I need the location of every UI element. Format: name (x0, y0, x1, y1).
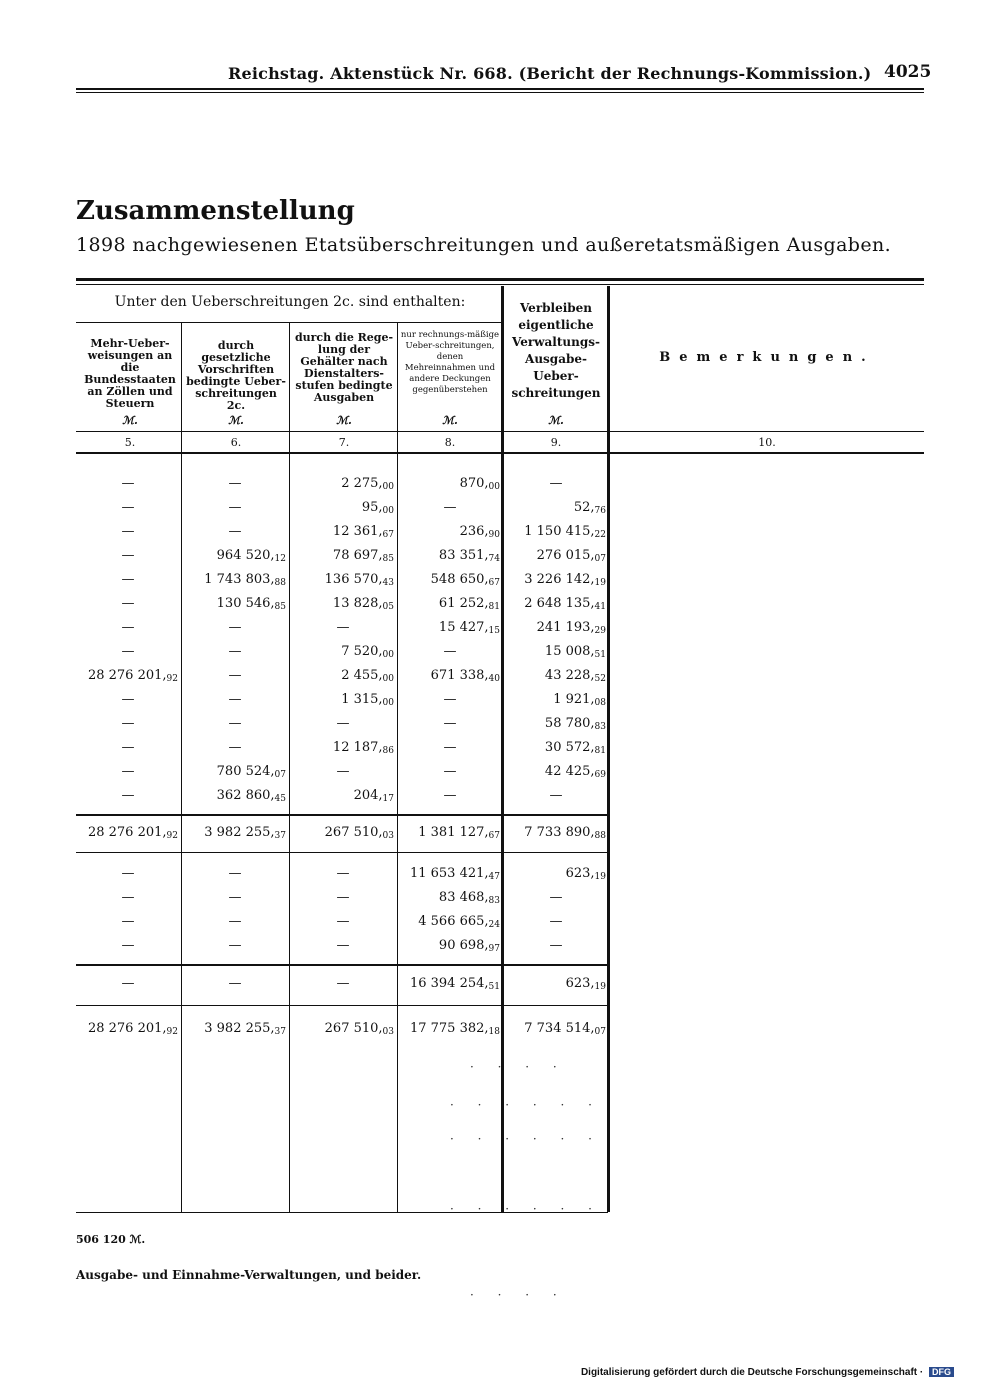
total-row-cell: 267 $510,_{03}$ (324, 1021, 394, 1037)
dot-leader: · · · · (470, 1060, 567, 1074)
table-row-cell: 15 $427,_{15}$ (438, 620, 500, 636)
table-row-cell: $204,_{17}$ (353, 788, 394, 804)
header-rule (76, 88, 924, 90)
col-header-10: Bemerkungen. (659, 350, 875, 365)
table-row-cell: — (336, 890, 350, 905)
table-row-cell: 136 $570,_{43}$ (324, 572, 394, 588)
table-row-cell: — (443, 740, 457, 755)
dot-leader: · · · · · · (450, 1098, 602, 1112)
table-row-cell: — (549, 914, 563, 929)
table-row-cell: — (121, 692, 135, 707)
table-row-cell: 43 $228,_{52}$ (544, 668, 606, 684)
table-row-cell: 2 $455,_{00}$ (341, 668, 394, 684)
col-number: 10. (758, 436, 776, 449)
table-row-cell: — (228, 668, 242, 683)
table-row-cell: 548 $650,_{67}$ (430, 572, 500, 588)
subtotal-rule (76, 1005, 608, 1006)
table-row-cell: — (228, 938, 242, 953)
table-row-cell: 4 566 $665,_{24}$ (418, 914, 500, 930)
table-row-cell: — (443, 788, 457, 803)
subtotal-row-cell: — (336, 976, 350, 991)
table-row-cell: — (121, 866, 135, 881)
col-divider (289, 322, 290, 1212)
table-row-cell: — (121, 788, 135, 803)
table-row-cell: 1 $315,_{00}$ (341, 692, 394, 708)
table-row-cell: — (228, 476, 242, 491)
table-row-cell: 2 $275,_{00}$ (341, 476, 394, 492)
unit-label: ℳ. (228, 414, 244, 427)
table-row-cell: — (121, 890, 135, 905)
table-row-cell: — (228, 866, 242, 881)
table-row-cell: 78 $697,_{85}$ (332, 548, 394, 564)
table-row-cell: — (121, 620, 135, 635)
table-row-cell: — (336, 620, 350, 635)
table-row-cell: $870,_{00}$ (459, 476, 500, 492)
dot-leader: · · · · · · (450, 1132, 602, 1146)
table-row-cell: 1 $921,_{08}$ (553, 692, 606, 708)
table-row-cell: 362 $860,_{45}$ (216, 788, 286, 804)
total-row-cell: 3 982 $255,_{37}$ (204, 1021, 286, 1037)
unit-label: ℳ. (122, 414, 138, 427)
table-row-cell: — (549, 476, 563, 491)
table-row-cell: — (228, 740, 242, 755)
table-row-cell: — (443, 764, 457, 779)
page-subtitle: 1898 nachgewiesenen Etatsüberschreitungen und außeretatsmäßigen Ausgaben. (76, 234, 892, 256)
dot-leader: · · · · (470, 1288, 567, 1302)
dfg-logo: DFG (929, 1367, 954, 1377)
subtotal-row-cell: 28 276 $201,_{92}$ (87, 825, 178, 841)
table-row-cell: 11 653 $421,_{47}$ (409, 866, 500, 882)
table-row-cell: — (443, 500, 457, 515)
col-divider (397, 322, 398, 1212)
table-row-cell: 83 $351,_{74}$ (438, 548, 500, 564)
table-row-cell: — (121, 596, 135, 611)
table-row-cell: 42 $425,_{69}$ (544, 764, 606, 780)
table-row-cell: — (549, 788, 563, 803)
subtotal-row-cell: 16 394 $254,_{51}$ (409, 976, 500, 992)
table-row-cell: — (443, 692, 457, 707)
table-row-cell: $52,_{76}$ (573, 500, 606, 516)
table-row-cell: — (336, 764, 350, 779)
table-row-cell: — (443, 716, 457, 731)
col-number: 8. (444, 436, 456, 449)
table-row-cell: — (443, 644, 457, 659)
subtotal-rule (76, 814, 608, 816)
table-row-cell: 2 648 $135,_{41}$ (524, 596, 606, 612)
table-row-cell: 28 276 $201,_{92}$ (87, 668, 178, 684)
footnote: 506 120 ℳ. (76, 1233, 146, 1246)
table-row-cell: — (121, 644, 135, 659)
col-header-9: Verbleiben eigentliche Verwaltungs-Ausgabe-Ueber-schreitungen (511, 301, 601, 400)
table-row-cell: 15 $008,_{51}$ (544, 644, 606, 660)
units-rule (76, 431, 924, 432)
table-row-cell: — (228, 914, 242, 929)
col-number: 7. (338, 436, 350, 449)
table-row-cell: 83 $468,_{83}$ (438, 890, 500, 906)
table-row-cell: 964 $520,_{12}$ (216, 548, 286, 564)
table-row-cell: — (121, 548, 135, 563)
unit-label: ℳ. (336, 414, 352, 427)
table-row-cell: 7 $520,_{00}$ (341, 644, 394, 660)
table-row-cell: — (336, 866, 350, 881)
page-number: 4025 (884, 62, 932, 82)
table-row-cell: — (121, 524, 135, 539)
table-row-cell: 12 $187,_{86}$ (332, 740, 394, 756)
group-header: Unter den Ueberschreitungen 2c. sind enthalten: (114, 294, 466, 310)
page-title: Zusammenstellung (76, 196, 355, 226)
table-row-cell: — (228, 620, 242, 635)
table-row-cell: — (336, 914, 350, 929)
subtotal-row-cell: 1 381 $127,_{67}$ (418, 825, 500, 841)
table-row-cell: 3 226 $142,_{19}$ (524, 572, 606, 588)
table-row-cell: — (121, 938, 135, 953)
table-row-cell: 241 $193,_{29}$ (536, 620, 606, 636)
col-header-6: durch gesetzliche Vorschriften bedingte Ueber-schreitungen 2c. (186, 339, 286, 412)
table-row-cell: $95,_{00}$ (361, 500, 394, 516)
col-divider (607, 286, 610, 1212)
footnote: Ausgabe- und Einnahme-Verwaltungen, und beider. (76, 1268, 422, 1282)
col-divider (181, 322, 182, 1212)
table-row-cell: — (121, 476, 135, 491)
col-number: 9. (550, 436, 562, 449)
col-header-7: durch die Rege-lung der Gehälter nach Dienstalters-stufen bedingte Ausgaben (294, 331, 394, 404)
table-row-cell: — (228, 890, 242, 905)
table-row-cell: 90 $698,_{97}$ (438, 938, 500, 954)
table-row-cell: — (336, 938, 350, 953)
subtotal-row-cell: — (228, 976, 242, 991)
table-row-cell: 61 $252,_{81}$ (438, 596, 500, 612)
table-row-cell: 1 150 $415,_{22}$ (524, 524, 606, 540)
table-row-cell: $236,_{90}$ (459, 524, 500, 540)
subtotal-rule (76, 852, 608, 853)
unit-label: ℳ. (442, 414, 458, 427)
table-row-cell: — (121, 764, 135, 779)
total-row-cell: 28 276 $201,_{92}$ (87, 1021, 178, 1037)
table-row-cell: — (228, 500, 242, 515)
col-header-5: Mehr-Ueber-weisungen an die Bundesstaaten an Zöllen und Steuern (84, 337, 176, 410)
total-row-cell: 17 775 $382,_{18}$ (409, 1021, 500, 1037)
table-row-cell: — (121, 914, 135, 929)
table-row-cell: — (228, 644, 242, 659)
header-rule-thin (76, 92, 924, 93)
credit-text: Digitalisierung gefördert durch die Deutsche Forschungsgemeinschaft (580, 1367, 918, 1378)
table-row-cell: 58 $780,_{83}$ (544, 716, 606, 732)
unit-label: ℳ. (548, 414, 564, 427)
total-row-cell: 7 734 $514,_{07}$ (524, 1021, 606, 1037)
table-row-cell: $623,_{19}$ (565, 866, 606, 882)
table-row-cell: — (121, 500, 135, 515)
numbers-rule (76, 452, 924, 454)
table-row-cell: 13 $828,_{05}$ (332, 596, 394, 612)
table-top-rule (76, 278, 924, 281)
table-row-cell: — (228, 692, 242, 707)
dot-leader: · · · · · · (450, 1202, 602, 1216)
table-row-cell: — (121, 572, 135, 587)
col-number: 6. (230, 436, 242, 449)
table-row-cell: 130 $546,_{85}$ (216, 596, 286, 612)
subtotal-row-cell: $623,_{19}$ (565, 976, 606, 992)
table-row-cell: — (228, 524, 242, 539)
digitization-credit: Digitalisierung gefördert durch die Deutsche Forschungsgemeinschaft · DFG (581, 1367, 954, 1378)
table-row-cell: 30 $572,_{81}$ (544, 740, 606, 756)
subtotal-row-cell: 267 $510,_{03}$ (324, 825, 394, 841)
table-row-cell: — (549, 890, 563, 905)
subtotal-row-cell: 7 733 $890,_{88}$ (524, 825, 606, 841)
table-top-rule-thin (76, 284, 924, 285)
table-row-cell: — (121, 716, 135, 731)
table-row-cell: — (336, 716, 350, 731)
table-row-cell: 276 $015,_{07}$ (536, 548, 606, 564)
subtotal-row-cell: 3 982 $255,_{37}$ (204, 825, 286, 841)
table-row-cell: 671 $338,_{40}$ (430, 668, 500, 684)
table-row-cell: — (228, 716, 242, 731)
table-row-cell: — (549, 938, 563, 953)
table-row-cell: — (121, 740, 135, 755)
subtotal-row-cell: — (121, 976, 135, 991)
col-number: 5. (124, 436, 136, 449)
table-row-cell: 780 $524,_{07}$ (216, 764, 286, 780)
table-row-cell: 12 $361,_{67}$ (332, 524, 394, 540)
col-header-8: nur rechnungs-mäßige Ueber-schreitungen, denen Mehreinnahmen und andere Deckungen gegenüberstehen (400, 330, 500, 395)
table-row-cell: 1 743 $803,_{88}$ (204, 572, 286, 588)
running-title: Reichstag. Aktenstück Nr. 668. (Bericht der Rechnungs-Kommission.) (228, 64, 872, 83)
subtotal-rule (76, 964, 608, 966)
